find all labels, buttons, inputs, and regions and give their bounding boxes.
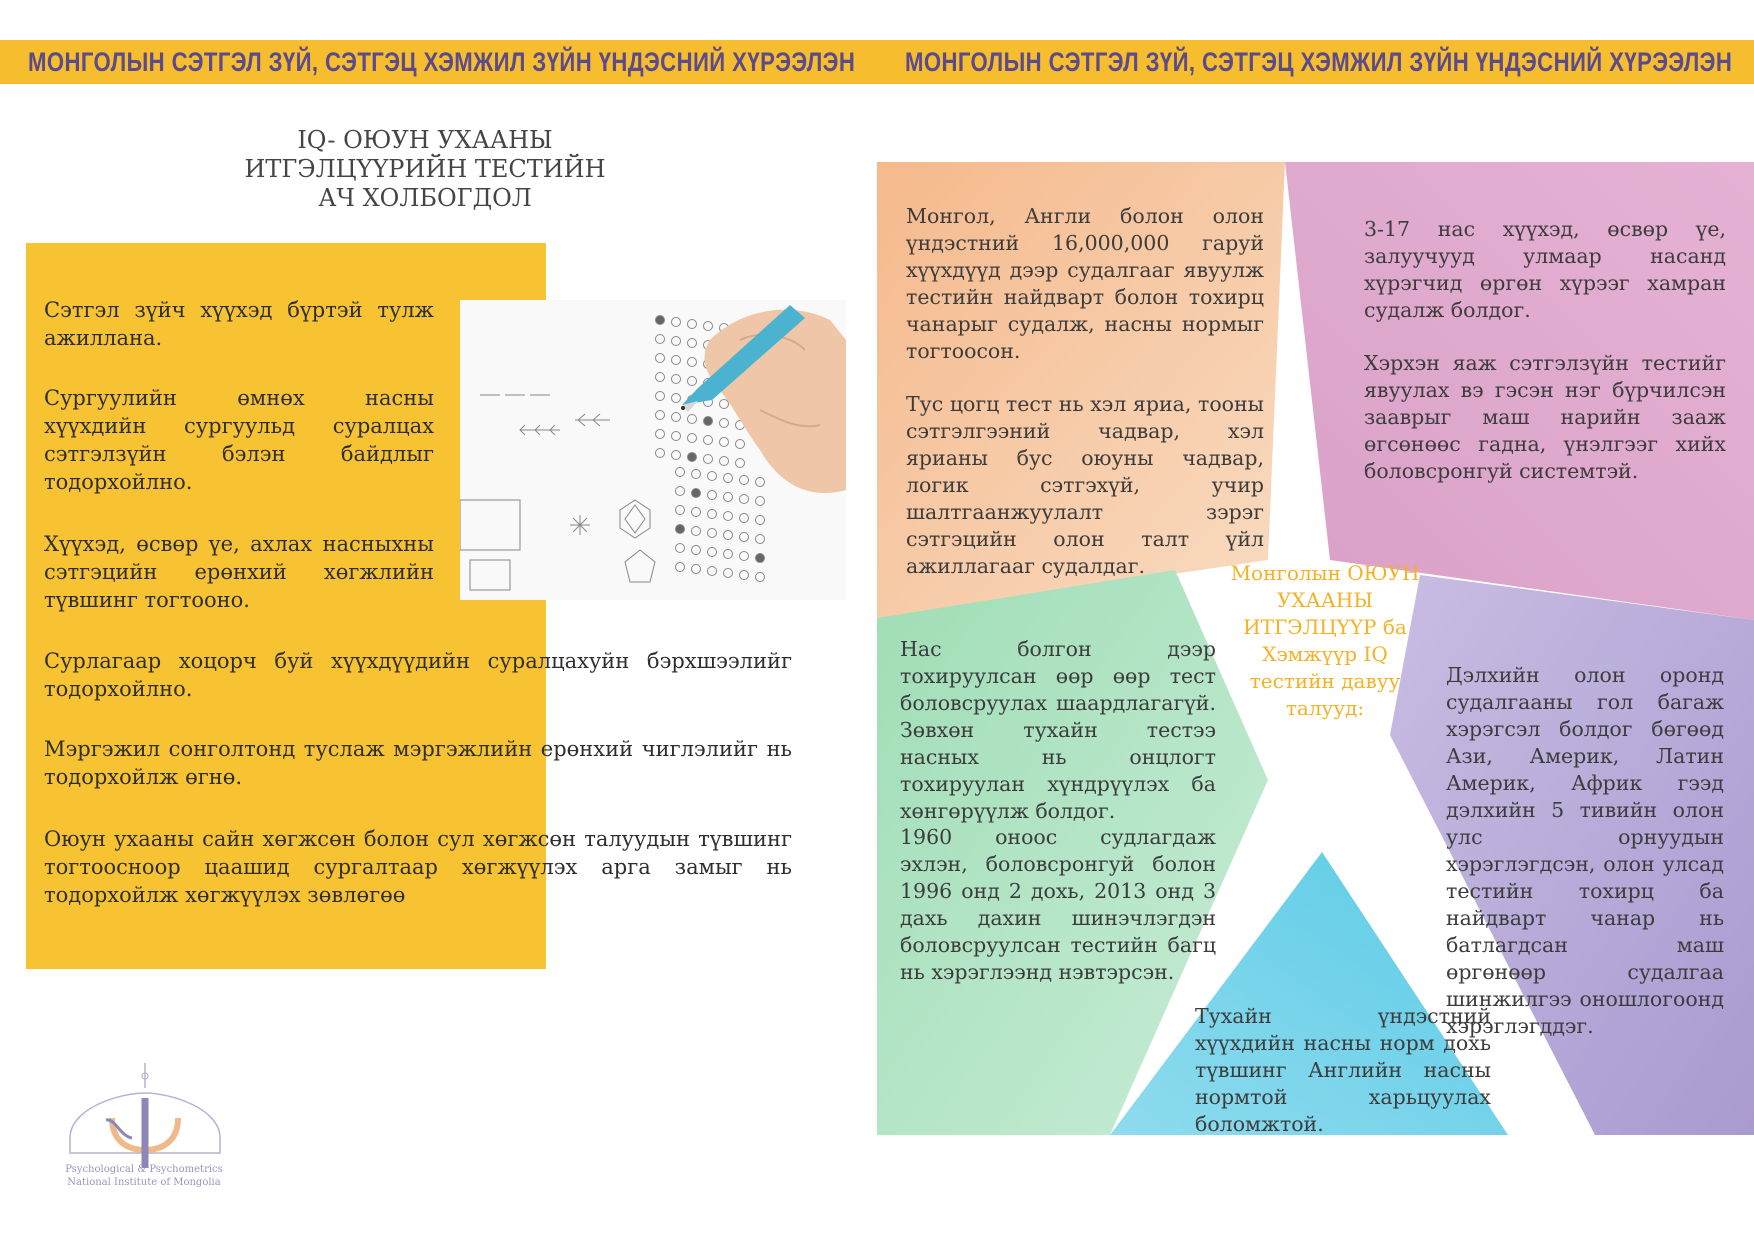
- logo-caption: Psychological & Psychometrics National Institute of Mongolia: [65, 1164, 223, 1188]
- paragraph-5: Мэргэжил сонголтонд туслаж мэргэжлийн ерөнхий чиглэлийг нь тодорхойлж өгнө.: [44, 737, 792, 789]
- paragraph-6: Оюун ухааны сайн хөгжсөн болон сул хөгжсөн талуудын түвшинг тогтоосноор цаашид сургалтаар хөгжүүлэх арга замыг нь тодорхойлж хөгжүүлэх зөвлөгөө: [44, 827, 792, 907]
- purple-text: Дэлхийн олон оронд судалгааны гол багаж хэрэгсэл болдог бөгөөд Ази, Америк, Латин Америк, Африк гээд дэлхийн 5 тивийн олон улс орнуудын хэрэглэгдсэн, олон улсад тестийн тохирц ба найдварт чанар нь батлагдсан маш өргөнөөр судалгаа шинжилгээ оношлогоонд хэрэглэгддэг.: [1446, 663, 1724, 1038]
- header-title-left: МОНГОЛЫН СЭТГЭЛ ЗҮЙ, СЭТГЭЦ ХЭМЖИЛ ЗҮЙН ҮНДЭСНИЙ ХҮРЭЭЛЭН: [28, 47, 856, 77]
- orange-text-2: Тус цогц тест нь хэл яриа, тооны сэтгэлгээний чадвар, хэл ярианы бус оюуны чадвар, логик сэтгэхүй, учир шалтгаанжуулалт зэрэг сэтгэцийн олон талт үйл ажиллагааг судалдаг.: [906, 392, 1264, 578]
- header-title-right: МОНГОЛЫН СЭТГЭЛ ЗҮЙ, СЭТГЭЦ ХЭМЖИЛ ЗҮЙН ҮНДЭСНИЙ ХҮРЭЭЛЭН: [905, 47, 1733, 77]
- green-text-1: Нас болгон дээр тохируулсан өөр өөр тест боловсруулах шаардлагагүй. Зөвхөн тухайн тестээ насных нь онцлогт тохируулан хүндрүүлэх ба хөнгөрүүлж болдог.: [900, 637, 1216, 823]
- page-title: IQ- ОЮУН УХААНЫ ИТГЭЛЦҮҮРИЙН ТЕСТИЙН АЧ ХОЛБОГДОЛ: [244, 126, 606, 212]
- pink-text-1: 3-17 нас хүүхэд, өсвөр үе, залуучууд улмаар насанд хүрэгчид өргөн хүрээг хамран судалж болдог.: [1364, 217, 1726, 322]
- green-text-2: 1960 оноос судлагдаж эхлэн, боловсронгуй болон 1996 онд 2 дохь, 2013 онд 3 дахь дахин шинэчлэгдэн боловсруулсан тестийн багц нь хэрэглээнд нэвтэрсэн.: [900, 825, 1216, 984]
- pink-text-2: Хэрхэн яаж сэтгэлзүйн тестийг явуулах вэ гэсэн нэг бүрчилсэн зааврыг маш нарийн зааж өгсөнөөс гадна, үнэлгээг хийх боловсронгуй системтэй.: [1364, 351, 1726, 483]
- paragraph-3: Хүүхэд, өсвөр үе, ахлах насныхны сэтгэцийн ерөнхий хөгжлийн түвшинг тогтооно.: [44, 532, 434, 612]
- star-center-title: Монголын ОЮУН УХААНЫ ИТГЭЛЦҮҮР ба Хэмжүүр IQ тестийн давуу талууд:: [1230, 561, 1420, 720]
- paragraph-1: Сэтгэл зүйч хүүхэд бүртэй тулж ажиллана.: [44, 298, 434, 350]
- orange-text-1: Монгол, Англи болон олон үндэстний 16,000,000 гаруй хүүхдүүд дээр судалгааг явуулж тестийн найдварт болон тохирц чанарыг судалж, насны нормыг тогтоосон.: [906, 204, 1264, 363]
- paragraph-2: Сургуулийн өмнөх насны хүүхдийн сургуульд суралцах сэтгэлзүйн бэлэн байдлыг тодорхойлно.: [44, 386, 434, 494]
- blue-text: Тухайн үндэстний хүүхдийн насны норм дохь түвшинг Английн насны нормтой харьцуулах боломжтой.: [1195, 1004, 1491, 1136]
- paragraph-4: Сурлагаар хоцорч буй хүүхдүүдийн суралцахуйн бэрхшээлийг тодорхойлно.: [44, 649, 792, 701]
